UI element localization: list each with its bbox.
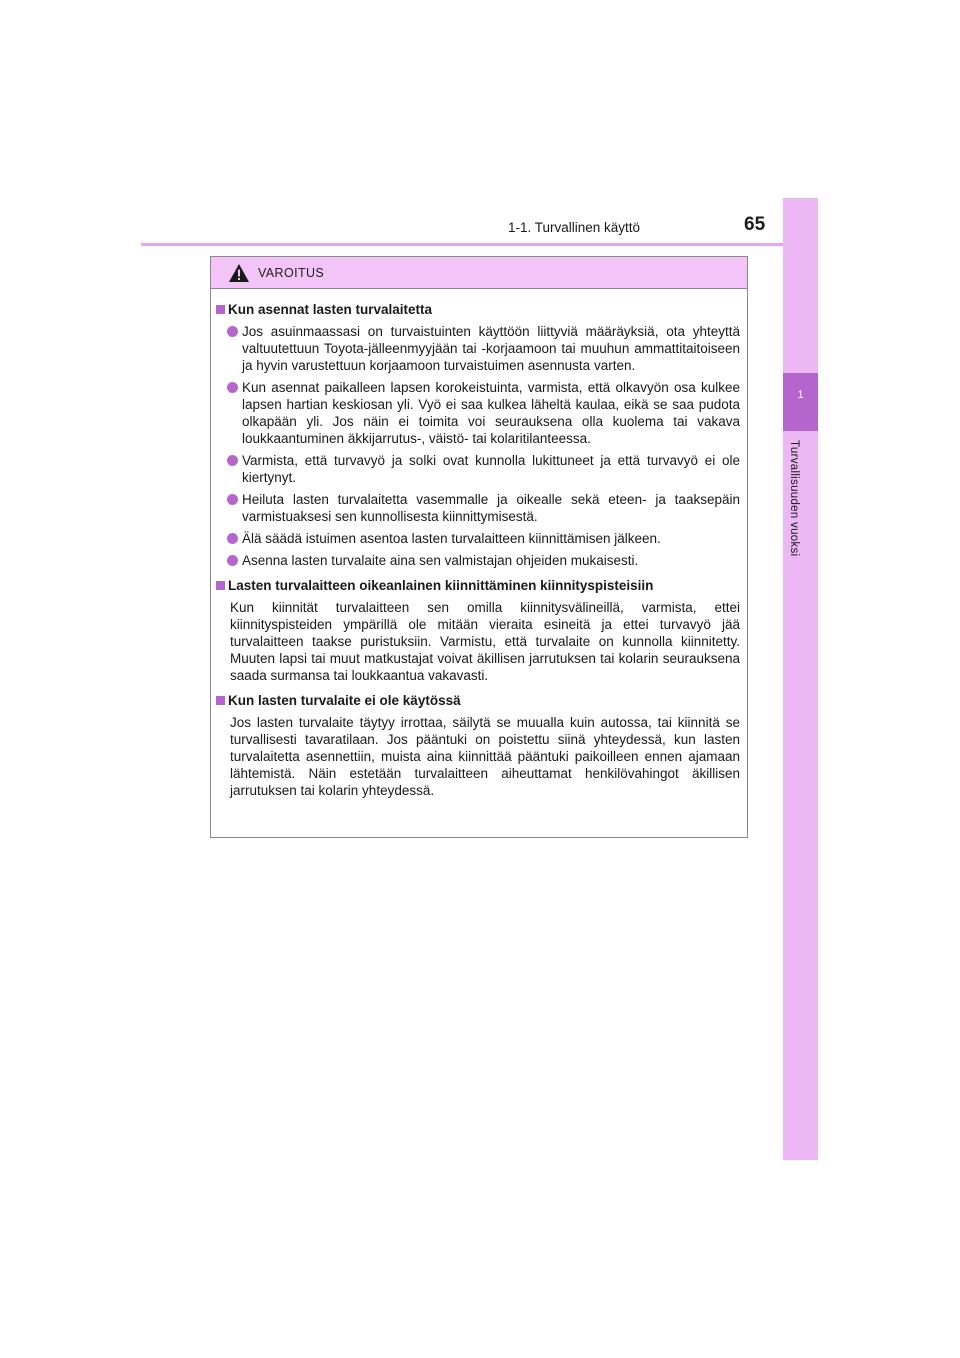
warning-header <box>211 257 747 289</box>
list-item <box>227 530 740 547</box>
square-bullet-icon <box>216 305 225 314</box>
round-bullet-icon <box>227 455 238 466</box>
list-item-text: Jos asuinmaassasi on turvaistuinten käyttöön liittyviä määräyksiä, ota yhteyttä valtuutettuun Toyota-jälleenmyyjään tai -korjaamoon tai muuhun ammattitaitoiseen ja hyvin varustettuun korjaamoon turvaistuimen asennusta varten. <box>242 324 740 373</box>
round-bullet-icon <box>227 533 238 544</box>
chapter-title: Turvallisuuden vuoksi <box>788 440 800 557</box>
section-paragraph: Kun kiinnität turvalaitteen sen omilla kiinnitysvälineillä, varmista, ettei kiinnityspisteiden ympärillä ole mitään vieraita esineitä ja ettei turvavyö jää turvalaitteen taakse puristuksiin. Varmistu, että turvalaite on kunnolla kiinnitetty. Muuten lapsi tai muut matkustajat voivat äkillisen jarrutuksen tai kolarin seurauksena saada surmansa tai loukkaantua vakavasti. <box>230 600 740 683</box>
section-paragraph: Jos lasten turvalaite täytyy irrottaa, säilytä se muualla kuin autossa, tai kiinnitä se turvallisesti tavaratilaan. Jos pääntuki on poistettu siinä yhteydessä, kun lasten turvalaitetta asennettiin, muista aina kiinnittää pääntuki paikoilleen ennen ajamaan lähtemistä. Näin estetään turvalaitteen aiheuttamat henkilövahingot äkillisen jarrutuksen tai kolarin yhteydessä. <box>230 715 740 798</box>
round-bullet-icon <box>227 382 238 393</box>
list-item-text: Kun asennat paikalleen lapsen korokeistuinta, varmista, että olkavyön osa kulkee lapsen hartian keskiosan yli. Vyö ei saa kulkea läheltä kaulaa, eikä se saa pudota olkapään yli. Jos näin ei toimita voi seurauksena olla kuolema tai vakava loukkaantuminen äkkijarrutus-, väistö- tai kolaritilanteessa. <box>242 380 740 446</box>
list-item <box>227 379 740 447</box>
warning-section <box>216 301 740 569</box>
square-bullet-icon <box>216 696 225 705</box>
warning-box <box>210 256 748 838</box>
list-item-text: Älä säädä istuimen asentoa lasten turvalaitteen kiinnittämisen jälkeen. <box>242 531 661 546</box>
warning-body <box>211 289 747 799</box>
warning-section <box>216 692 740 799</box>
bullet-list <box>216 323 740 569</box>
chapter-tab-marker <box>783 373 818 431</box>
warning-triangle-icon <box>228 263 250 283</box>
round-bullet-icon <box>227 326 238 337</box>
section-heading-text: Kun lasten turvalaite ei ole käytössä <box>228 693 461 708</box>
warning-label: VAROITUS <box>258 265 325 280</box>
chapter-number: 1 <box>797 389 804 401</box>
list-item <box>227 452 740 486</box>
list-item-text: Varmista, että turvavyö ja solki ovat kunnolla lukittuneet ja että turvavyö ei ole kiertynyt. <box>242 453 740 485</box>
chapter-side-tab <box>783 198 818 1160</box>
page-number: 65 <box>744 214 766 235</box>
round-bullet-icon <box>227 555 238 566</box>
section-heading <box>216 301 740 318</box>
list-item <box>227 552 740 569</box>
section-title: 1-1. Turvallinen käyttö <box>508 220 641 235</box>
square-bullet-icon <box>216 581 225 590</box>
list-item-text: Asenna lasten turvalaite aina sen valmistajan ohjeiden mukaisesti. <box>242 553 639 568</box>
round-bullet-icon <box>227 494 238 505</box>
warning-section <box>216 577 740 684</box>
header-rule <box>141 243 818 246</box>
section-heading-text: Lasten turvalaitteen oikeanlainen kiinnittäminen kiinnityspisteisiin <box>228 578 654 593</box>
section-heading <box>216 692 740 709</box>
list-item-text: Heiluta lasten turvalaitetta vasemmalle ja oikealle sekä eteen- ja taaksepäin varmistuaksesi sen kunnollisesta kiinnittymisestä. <box>242 492 740 524</box>
list-item <box>227 323 740 374</box>
list-item <box>227 491 740 525</box>
section-heading-text: Kun asennat lasten turvalaitetta <box>228 302 433 317</box>
section-heading <box>216 577 740 594</box>
